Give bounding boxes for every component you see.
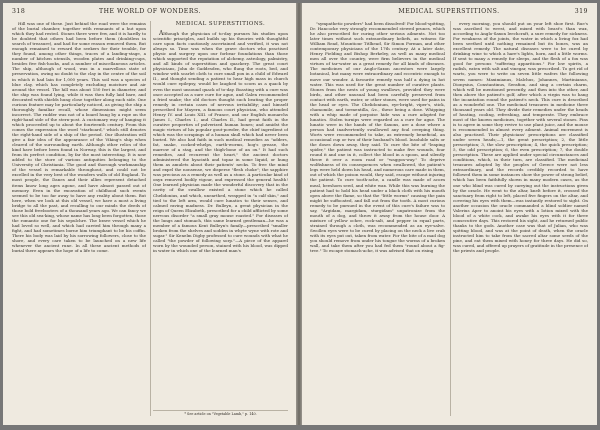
section-title: MEDICAL SUPERSTITIONS. [175,21,266,27]
right-column-1 [310,21,445,416]
medical-superstitions-intro: Although the physician of to-day pursues his studies upon scientific principles, and builds up his theories with thoughtful care upon facts cautiously ascertained and verified, it was not always so. Time was when the grave doctors who practised physic and surgery upon our forbear foundations than those which supported the reputation of alchemy, astrology, palmistry, and all kinds of superstition and quackery. The great court physicians, John de Gaddesden, who flung the roots, bed, and window with scarlet cloth to cure small pox in a child of Edward II., and thought sending a patient to hear high mass in church would cure epilepsy, would be laughed to scorn as a quack by even the most unsound quack of to-day. Boasting with a cure was once accepted as a sure cure for ague, and Galen recommended a fried snake; the old doctors thought such beating the proper remedy in certain cases of nervous irritability; and himself prescribed for Mayern, a famous court physician, who attended Henry IV. and Louis XIII. of France, and our English monarchs James I., Charles I., and Charles II., had great faith in the curative properties of pulverized human bones; and amidst the magic virtues of his popular gout-powder, the chief ingredient of which was the scrapings of a human skull which had never been buried. We also had faith in such medical remedies as "adders, fat, snake, cocked-whelps, earth-worms, hog's grease, the marrow of a stag, and the thigh-bone of an ox." It had such remedies, and recurrent the heart," the ancient doctors administered the hyacinth and topaz in some liquid, or hung them as amulets about their patients' necks. To free the mind and expel the nonsense, we disperse "flesh choke"; the sapphire was precious as a remedy as well as a stone. A particular kind of onyx removed bodily vigour, and expressed the general health! One learned physician made the wonderful discovery that in the cavity of the swallow existed a stone which he called Chelidonius, and which, unearthed, wrapped in "a calf skin," and tied to the left arm, would cure lunatics to their senses, and calmed raving madness. Dr. Bulleyn, a great physician in the reign of Queen Elizabeth, prescribed for a child afflicted by some nervous disorder "a small gray mouse roasted." For diseases of the lungs and stomach, this same learned gentleman—he was a member of a famous Kent Bulleyn's family—prescribed "smaller broken from the shelves and sodden in whyte wyne with rote and sugar." Sir Kenelm Digby professed to cure wounds with what he called "the powder of following sorp."—A piece of the apparel worn by the wounded person, stained with his blood, was dipped in water in which one of the learned man's [153,30,288,254]
left-page [3,3,296,425]
left-page-columns [12,21,288,416]
right-page-number: 319 [574,8,588,15]
viking-ship-text: Hill was one of these. Just behind the road were the remains of the burial chamber, together with remnants of a hut upon which they had rested. Stones there were few, and it is hardly to be doubted that others had been before them (doubtless in search of treasure), and had for some reason removed them. But enough remained to reward the seekers for their trouble, for they found, among other things, traces of a landing-stage, a number of kitchen utensils, wooden plates and drinking-cups, besides five fish-hooks, and a number of miscellaneous articles. The ship, although of wood, was in a marvellous state of preservation, owing no doubt to the clay in the centre of the soil in which it had lain for 1,000 years. This soil was a species of blue clay, which has completely excluding moisture and air around the vessel. The hill was about 150 feet in diameter, and the ship was found lying, while it was then fully laid bare, and decorated with shields hung close together along each side. One curious feature may be particularly noticed, as giving the ship a thoroughly familiar recall, whose dimensions might seem incorrect. The rudder was not of a board hung by a rope on the right-hand side of the stern-post. A customary way of hanging it which proceeded up to about the fourteenth century. From this comes the expression the word "starboard," which still denotes the right-hand side of a ship of the period. Our illustration will give a fair idea of the appearance of the Viking's ship when cleared of the surrounding earth. Although other relics of the kind have before been found in Norway, this is the largest, and from its perfect condition, by far the most interesting. It is now added to the store of various antiquities belonging to the University of Christiania. The good and thorough workmanship of the vessel is remarkable throughout, and could not be excelled in the very best of the wonders walls of old England. To most people, the Danes and their allies represent detached items know long ages agone, and have almost passed out of memory. Even in the excavation of childhood such events seemed to be too far away to have any reality about them. But here, when we look at this old vessel, we have a most a living bridge to all the past, and recalling to our minds the deeds of those bold freebooters of a thousand years ago. We can fancy we see this old sea-king, whose name has long been forgotten, those the romantic one for his sepulchre. The brave vessel which he had loved so well, and which had carried him through many a fight, and had sometimes borne him triumphant to be his coffin. There his body was laid by his sorrowing followers, close to the shore, and every care taken to be launched on a new life whenever the ancient rune. In all these ancient methods of burial there appears the hope of a life to come. [12,21,146,254]
column-divider [150,21,151,416]
ancient-remedies-text: every morning, you should put on your left shoe first. Rue's was ascribed to wrest, and mixed with beast's than wax, according to Anglo-Saxon leechcraft, a sure remedy for sickness. For weakness of the joints, the water in which a living fox had been seethed until nothing remained but its bones, was an excellent remedy. The natural diseases were to be cured by drinking wine to which a hare's lights, horn, and a little worms. If sent to many a remedy for sleeps, and the flesh of a fox was good for persons "suffering apparitions." For low spirits, a radish, eaten with salt and vinegar, was prescribed. To get rid of warts, you were to write on seven little wafers the following seven names: Maximianus, Malchus, Johannes, Martinianus, Dionysius, Constantinus, Serafion, and sing a certain charm, which will be mentioned presently, and then into the other, and then above the patient's golf, after which a virgin was to hang the incantation round the patient's neck. This cure is described as a wonderful one. The medicinal treasures in medicine three thousand years old. They divide their remedies under the heads of heating, cooling, refreshing, and temperate. They embrace most of the known medicines, together with several stones. Pins is to agree in some they revive to use plant juice, and the mouse is recommended in almost every ailment. Animal excrement is also practised. Their physicians' prescriptions are classified under seven heads;—1, the great prescription; 2, the little prescription; 3, the slow prescription; 4, the quick prescription; 5, the odd prescription; 6, the even prescription; 7, the double prescription. These are applied under special circumstances and conditions, which, in their turn, are classified. The medicinal treasures adopted by the peoples of Greece were not less extraordinary, and the records credibly recorded to have followed them in some instances show the power of strong belief, which has been faithfully shown in many modern cases, as the one who blind was cured by carrying out the instructions given by the oracle. He went to the altar, knelt before it, crossed the sanctuary from right to left, placed five fingers on the altar, and covering his eyes with them—was instantly restored to sight. On another occasion the oracle commanded a blind soldier named Valerius Aper to anoint his eyes with a lotion mixed with the blood of a white cock, and awake his eyes with it for three consecutive days. This restored his sight, and he returned public thanks to the gods. Another case was that of Julian, who was spitting blood, and was at the point of death, when the oracle instructed him to take from the sacred altar some seeds of the pine, and eat them mixed with honey for three days. He did so, was cured, and offered up prayers of gratitude in the presence of the priests and people. [453,21,588,254]
left-column-1 [12,21,146,416]
anglo-saxon-remedies-text: "sympathetic powders" had been dissolved! For blood-spitting, Dr. Hancocke very strongly recommended stewed prunes, which he also prescribed for curing other serious ailments. Not too later times without such extraordinary beliefs, as witness Sir William Read, Mountiour Titlhead, Sir Simon Forman, and other contemporary physicians of the 17th century. At a later date, Henry Fielding and Bishop Berkeley, as well as many medical men all over the country, were firm believers in the medical virtues of tar-water as a great remedy for all kinds of diseases. The medicines of our Anglo-Saxon ancestors were largely botanical, but many were extraordinary and eccentric enough to move our wonder. A favourite remedy was half a dying in hot water. This was used for the great number of curative plants. Stones from the nests of young swallows, provided they were birds, and other unusual had been carefully preserved from contact with earth, water, or other stones, were used for pains in the head or eyes. The Chelidonium, eye-bright, viper's, stick, chamomile, and tormentilla, &c., these being a dose. Whipping with a whip made of porpoise hide was a cure adopted for lunatics. Stolen turnips were regarded as a cure for ague. The lunatic were in the hands of the Saxons, are a dose where a person had inadvertently swallowed any foul creeping thing. Worts were recommended to take, as extremely beneficial, an occasional cup or two of their husband's blood. Insoluble salts or the doses down away, they said. To cure the bite of "leaping spider," the patient was instructed to make five wounds, four round it and one in it, collect the blood in a spoon, and silently throw it over a room road or "waggon-way." To deprive wolfishness of its consequences when swallowed, the patient's legs were held down his head, and numerous care made in them, out of which the poison would, they said, escape without injuring the patient. To cure tooth-ache, a candle was made of acorn meal, beeshorn seed, and white wax. While this was burning the patient had to hold his head under a black cloth with his mouth open above the flame, so that the "little worms" causing the pain might be suffocated, and fall out from the tooth. A most curious remedy to be pursued in the event of this cure's failure was to say, "Argidam, margidam, sturgidam" unpatronize from the mouth of a dog, and throw it away from the house door. A mixture of yellow ochre, rock-salt, and pepper in equal parts, strained through a cloth, was recommended as an eye-salve. Swollen eyes were to be cured by placing on the neck a live crab with its eyes put out, taken from water. For the bite of a mad dog you should remove from under his tongue the worms of a broken wall, and take them after you had fed them "round about a fig-tree." To escape stomach-ache, it was advised that on rising [310,21,445,254]
right-page-columns [310,21,588,416]
right-page [302,3,597,425]
column-divider [450,21,451,416]
left-running-title: THE WORLD OF WONDERS. [99,8,201,15]
right-running-title: MEDICAL SUPERSTITIONS. [398,8,500,15]
left-page-header [12,8,288,18]
left-column-2 [153,21,288,416]
right-column-2 [453,21,588,416]
left-page-number: 318 [12,8,26,15]
right-page-header [310,8,588,18]
footnote: * See article on "Vegetable Lamb," p. 140. [153,410,288,416]
